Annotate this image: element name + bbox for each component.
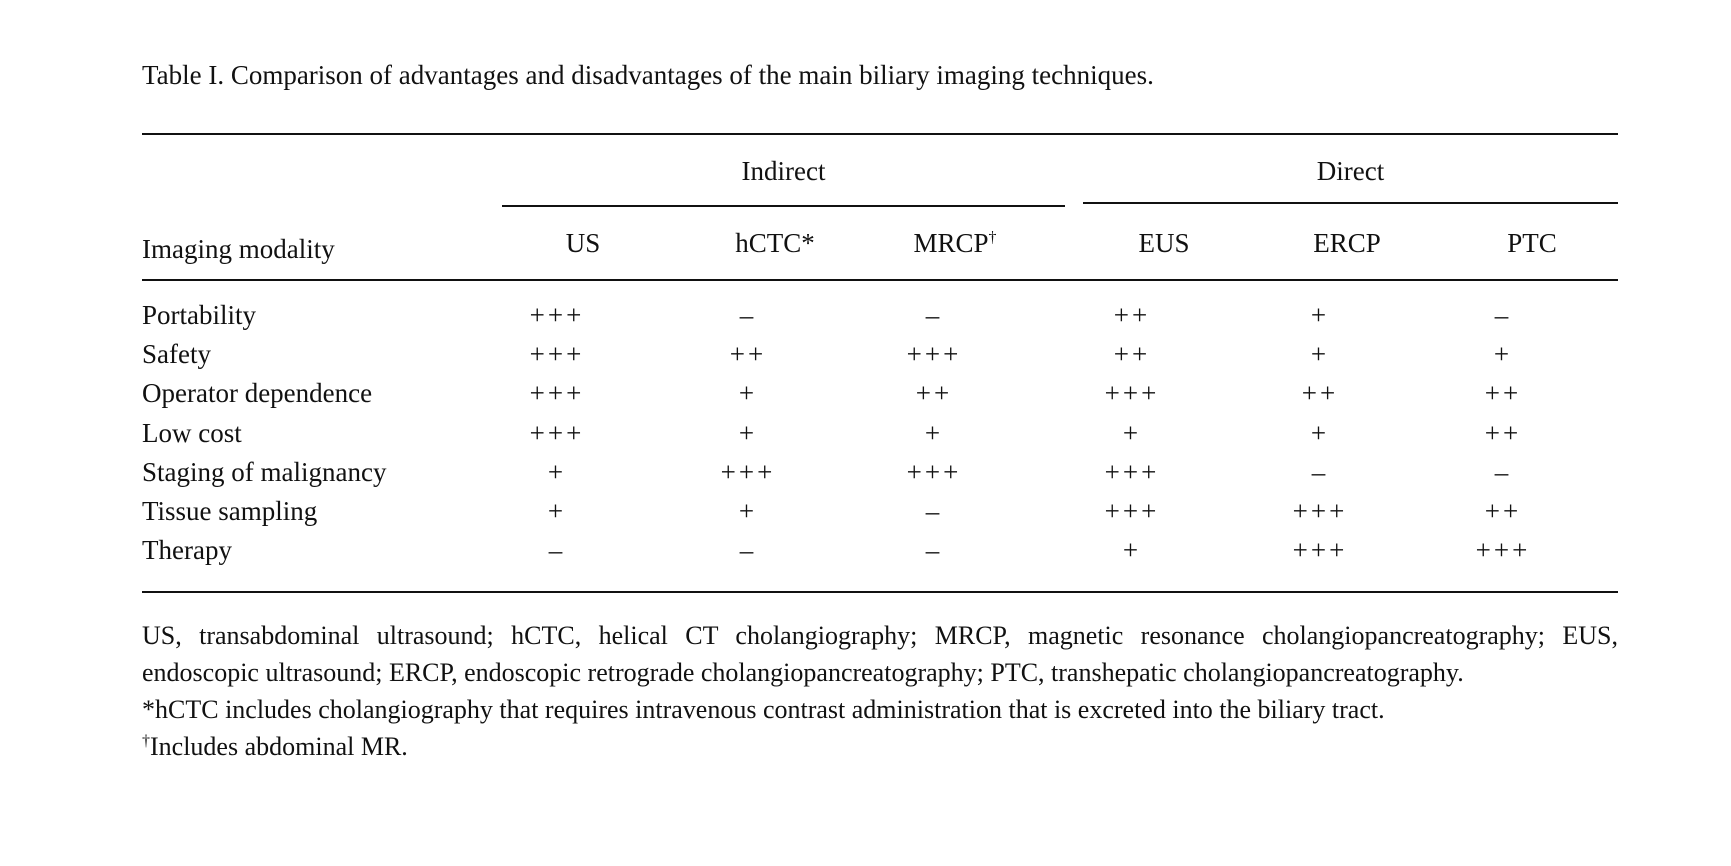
table-cell: +++ (1104, 457, 1160, 487)
group-rule-indirect (502, 205, 1065, 207)
row-label: Operator dependence (142, 378, 373, 408)
table-cell: + (738, 418, 758, 448)
group-rule-direct (1083, 202, 1618, 204)
column-header-label: US (565, 228, 601, 258)
table-cell: + (738, 496, 758, 526)
row-label: Therapy (142, 535, 232, 565)
table-cell: +++ (720, 457, 776, 487)
table-cell: – (925, 300, 943, 330)
group-header-indirect: Indirect (741, 156, 826, 186)
table-cell: ++ (1484, 378, 1522, 408)
table-cell: ++ (1301, 378, 1339, 408)
table-cell: ++ (1113, 339, 1151, 369)
table-cell: +++ (529, 300, 585, 330)
column-header-label: ERCP (1313, 228, 1381, 258)
column-header-ercp (1272, 228, 1422, 259)
table-cell: +++ (529, 378, 585, 408)
column-header-mark: † (988, 229, 997, 246)
table-header-rule (142, 279, 1618, 281)
footnote-text: Includes abdominal MR. (150, 732, 408, 761)
column-header-label: EUS (1138, 228, 1190, 258)
row-label: Safety (142, 339, 211, 369)
row-label: Portability (142, 300, 256, 330)
table-cell: + (1493, 339, 1513, 369)
table-cell: ++ (915, 378, 953, 408)
table-cell: – (739, 300, 757, 330)
table-cell: + (924, 418, 944, 448)
table-cell: +++ (529, 339, 585, 369)
column-header-label: PTC (1507, 228, 1557, 258)
table-cell: +++ (906, 457, 962, 487)
table-cell: + (738, 378, 758, 408)
table-cell: – (1494, 457, 1512, 487)
row-label: Low cost (142, 418, 242, 448)
table-cell: ++ (1113, 300, 1151, 330)
table-cell: – (1311, 457, 1329, 487)
stub-header: Imaging modality (142, 234, 335, 264)
footnote-mrcp (142, 728, 1618, 765)
table-cell: +++ (1475, 535, 1531, 565)
row-label: Staging of malignancy (142, 457, 387, 487)
footnote-symbol: * (142, 695, 155, 724)
table-cell: ++ (729, 339, 767, 369)
table-cell: +++ (906, 339, 962, 369)
table-cell: – (925, 496, 943, 526)
footnote-hctc (142, 691, 1618, 728)
table-bottom-rule (142, 591, 1618, 593)
table-cell: + (1310, 300, 1330, 330)
column-header-eus (1089, 228, 1239, 259)
table-footnotes (142, 617, 1618, 765)
table-cell: + (1122, 535, 1142, 565)
column-header-label: MRCP (913, 228, 989, 258)
table-cell: +++ (1104, 378, 1160, 408)
row-label: Tissue sampling (142, 496, 318, 526)
column-header-ptc (1457, 228, 1607, 259)
table-cell: +++ (1292, 535, 1348, 565)
table-cell: + (1310, 339, 1330, 369)
table-cell: – (925, 535, 943, 565)
footnote-text: hCTC includes cholangiography that requires intravenous contrast administration that is excreted into the biliary tract. (155, 695, 1385, 724)
column-header-mrcp (880, 228, 1030, 259)
footnote-symbol: † (142, 732, 150, 750)
table-cell: ++ (1484, 418, 1522, 448)
table-top-rule (142, 133, 1618, 135)
column-header-hctc (700, 228, 850, 259)
table-caption: Table I. Comparison of advantages and disadvantages of the main biliary imaging techniques. (142, 60, 1154, 90)
table-cell: + (1310, 418, 1330, 448)
footnote-abbreviations-line2: endoscopic ultrasound; ERCP, endoscopic retrograde cholangiopancreatography; PTC, transhepatic cholangiopancreatography. (142, 658, 1464, 687)
column-header-us (508, 228, 658, 259)
table-cell: +++ (1292, 496, 1348, 526)
table-cell: – (548, 535, 566, 565)
table-cell: +++ (529, 418, 585, 448)
table-cell: ++ (1484, 496, 1522, 526)
column-header-label: hCTC (735, 228, 802, 258)
table-cell: + (1122, 418, 1142, 448)
table-cell: – (739, 535, 757, 565)
table-cell: + (547, 457, 567, 487)
table-cell: – (1494, 300, 1512, 330)
footnote-abbreviations-line1: US, transabdominal ultrasound; hCTC, helical CT cholangiography; MRCP, magnetic resonance cholangiopancreatography; EUS, (142, 621, 1618, 650)
column-header-mark: * (801, 228, 815, 258)
group-header-direct: Direct (1316, 156, 1385, 186)
table-cell: +++ (1104, 496, 1160, 526)
table-cell: + (547, 496, 567, 526)
